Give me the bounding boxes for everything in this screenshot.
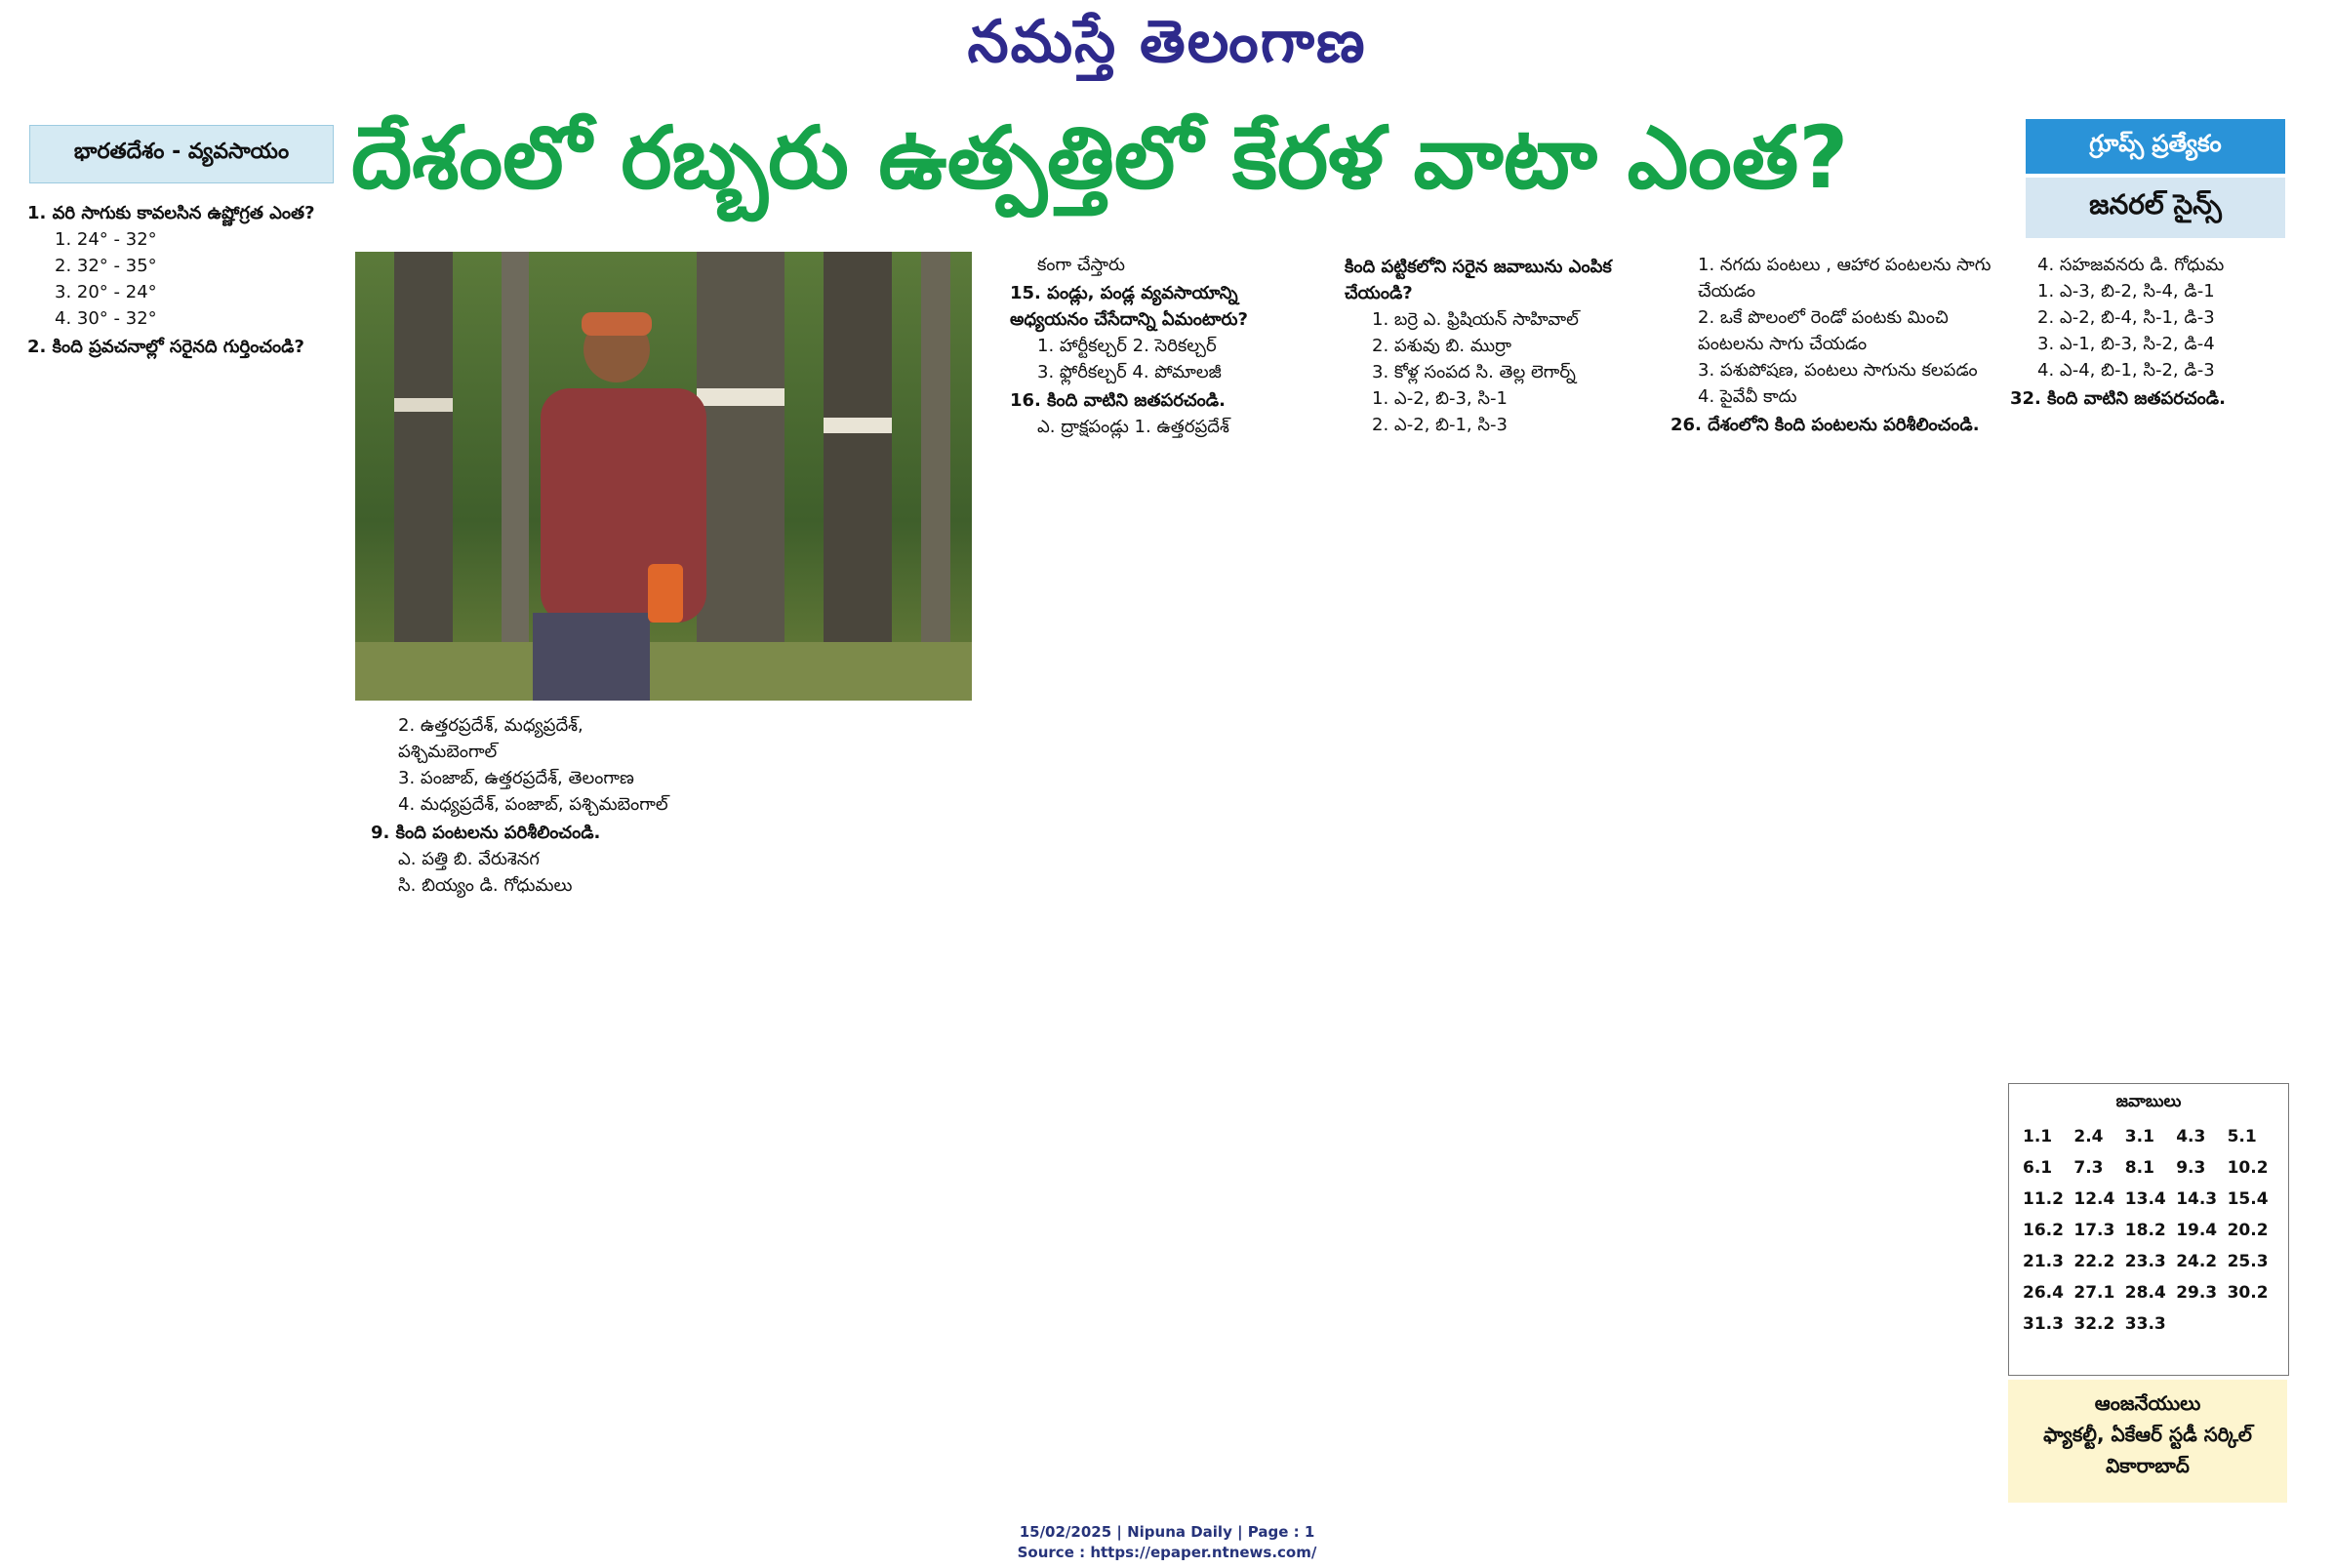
answer-item: 23.3 (2124, 1252, 2166, 1271)
option: 1. ఎ-3, బి-2, సి-4, డి-1 (2037, 281, 2215, 302)
rubber-tapping-photo (355, 252, 972, 701)
headline: దేశంలో రబ్బరు ఉత్పత్తిలో కేరళ వాటా ఎంత? (351, 107, 1849, 208)
groups-special-tag: గ్రూప్స్ ప్రత్యేకం (2026, 119, 2285, 174)
question-2: 2. కింది ప్రవచనాల్లో సరైనది గుర్తించండి? (27, 337, 304, 357)
answer-item: 10.2 (2227, 1158, 2269, 1178)
option: 1. నగదు పంటలు , ఆహార పంటలను సాగు చేయడం (1698, 255, 1992, 302)
option: 1. 24° - 32° (55, 229, 157, 250)
rubber-plantation-illustration (355, 252, 972, 701)
answer-item: 17.3 (2073, 1221, 2115, 1240)
answer-item: 25.3 (2227, 1252, 2269, 1271)
answer-item: 1.1 (2023, 1127, 2053, 1146)
answer-item: 15.4 (2227, 1189, 2269, 1209)
answer-grid (2009, 1115, 2288, 1334)
text-line: కంగా చేస్తారు (1037, 255, 1125, 275)
answer-key-title: జవాబులు (2115, 1092, 2182, 1111)
question-1: 1. వరి సాగుకు కావలసిన ఉష్ణోగ్రత ఎంత? (27, 203, 315, 223)
answer-item: 7.3 (2073, 1158, 2104, 1178)
footer-date-line: 15/02/2025 | Nipuna Daily | Page : 1 (1019, 1523, 1315, 1541)
answer-item: 5.1 (2227, 1127, 2257, 1146)
footer-source-line: Source : https://epaper.ntnews.com/ (1017, 1544, 1317, 1561)
question-32: 32. కింది వాటిని జతపరచండి. (2010, 388, 2226, 409)
option: 1. హార్టీకల్చర్ 2. సెరికల్చర్ (1037, 336, 1217, 356)
option: 4. ఎ-4, బి-1, సి-2, డి-3 (2037, 360, 2215, 381)
author-role: ఫ్యాకల్టీ, ఏకేఆర్ స్టడీ సర్కిల్ (2043, 1423, 2252, 1446)
option: 3. 20° - 24° (55, 282, 157, 302)
question-20-text: కింది పట్టికలోని సరైన జవాబును ఎంపిక చేయండి? (1345, 257, 1612, 303)
column-6 (2010, 252, 2303, 412)
option: 4. మధ్యప్రదేశ్, పంజాబ్, పశ్చిమబెంగాల్ (398, 794, 668, 815)
column-5 (1670, 252, 1994, 438)
option: 3. పంజాబ్, ఉత్తరప్రదేశ్, తెలంగాణ (398, 768, 634, 788)
author-place: వికారాబాద్ (2106, 1454, 2190, 1477)
masthead: నమస్తే తెలంగాణ (967, 8, 1367, 76)
column-2 (371, 712, 683, 899)
option: సి. బియ్యం డి. గోధుమలు (398, 875, 573, 896)
option: 2. 32° - 35° (55, 256, 157, 276)
option: 1. ఎ-2, బి-3, సి-1 (1372, 388, 1508, 409)
answer-item: 16.2 (2023, 1221, 2064, 1240)
author-box (2008, 1380, 2287, 1503)
column-1 (27, 198, 342, 360)
option: 3. కోళ్ల సంపద సి. తెల్ల లెగార్న్ (1372, 362, 1576, 382)
answer-item: 33.3 (2124, 1314, 2166, 1334)
topic-tag: భారతదేశం - వ్యవసాయం (29, 125, 334, 183)
answer-key (2008, 1083, 2289, 1376)
answer-item: 29.3 (2176, 1283, 2218, 1303)
answer-item: 21.3 (2023, 1252, 2064, 1271)
option: 2. ఉత్తరప్రదేశ్, మధ్యప్రదేశ్, పశ్చిమబెంగాల్ (398, 715, 584, 762)
author-name: ఆంజనేయులు (2094, 1391, 2201, 1415)
answer-item: 24.2 (2176, 1252, 2218, 1271)
option: 2. ఒకే పొలంలో రెండో పంటకు మించి పంటలను సాగు చేయడం (1698, 307, 1949, 354)
option: 3. పశుపోషణ, పంటలు సాగును కలపడం (1698, 360, 1978, 381)
answer-item: 20.2 (2227, 1221, 2269, 1240)
answer-item: 2.4 (2073, 1127, 2104, 1146)
option: 2. పశువు బి. ముర్రా (1372, 336, 1511, 356)
question-15: 15. పండ్లు, పండ్ల వ్యవసాయాన్ని అధ్యయనం చేసేదాన్ని ఏమంటారు? (1010, 283, 1248, 330)
option: 3. ఫ్లోరీకల్చర్ 4. పోమాలజీ (1037, 362, 1222, 382)
answer-item: 19.4 (2176, 1221, 2218, 1240)
option: 4. 30° - 32° (55, 308, 157, 329)
answer-item: 6.1 (2023, 1158, 2053, 1178)
option: ఎ. ద్రాక్షపండ్లు 1. ఉత్తరప్రదేశ్ (1037, 417, 1229, 437)
option: 1. బర్రె ఎ. ఫ్రిషియన్ సాహివాల్ (1372, 309, 1579, 330)
question-16: 16. కింది వాటిని జతపరచండి. (1010, 390, 1226, 411)
option: 2. ఎ-2, బి-4, సి-1, డి-3 (2037, 307, 2215, 328)
answer-item: 9.3 (2176, 1158, 2206, 1178)
option: 4. సహజవనరు డి. గోధుమ (2037, 255, 2225, 275)
general-science-tag: జనరల్ సైన్స్ (2026, 178, 2285, 238)
answer-item: 14.3 (2176, 1189, 2218, 1209)
answer-item: 22.2 (2073, 1252, 2115, 1271)
answer-item: 4.3 (2176, 1127, 2206, 1146)
answer-item: 18.2 (2124, 1221, 2166, 1240)
answer-item: 26.4 (2023, 1283, 2064, 1303)
footer (0, 1522, 2334, 1563)
answer-item: 27.1 (2073, 1283, 2115, 1303)
answer-item: 13.4 (2124, 1189, 2166, 1209)
answer-item: 3.1 (2124, 1127, 2154, 1146)
option: 2. ఎ-2, బి-1, సి-3 (1372, 415, 1508, 435)
answer-item: 32.2 (2073, 1314, 2115, 1334)
option: 3. ఎ-1, బి-3, సి-2, డి-4 (2037, 334, 2215, 354)
column-3 (1010, 252, 1320, 440)
question-9: 9. కింది పంటలను పరిశీలించండి. (371, 823, 601, 843)
answer-item: 28.4 (2124, 1283, 2166, 1303)
answer-item: 31.3 (2023, 1314, 2064, 1334)
column-4 (1345, 252, 1659, 438)
answer-item: 8.1 (2124, 1158, 2154, 1178)
answer-item: 30.2 (2227, 1283, 2269, 1303)
option: 4. పైవేవీ కాదు (1698, 386, 1797, 407)
answer-item: 11.2 (2023, 1189, 2064, 1209)
answer-item: 12.4 (2073, 1189, 2115, 1209)
question-26: 26. దేశంలోని కింది పంటలను పరిశీలించండి. (1670, 415, 1980, 435)
option: ఎ. పత్తి బి. వేరుశెనగ (398, 849, 540, 869)
